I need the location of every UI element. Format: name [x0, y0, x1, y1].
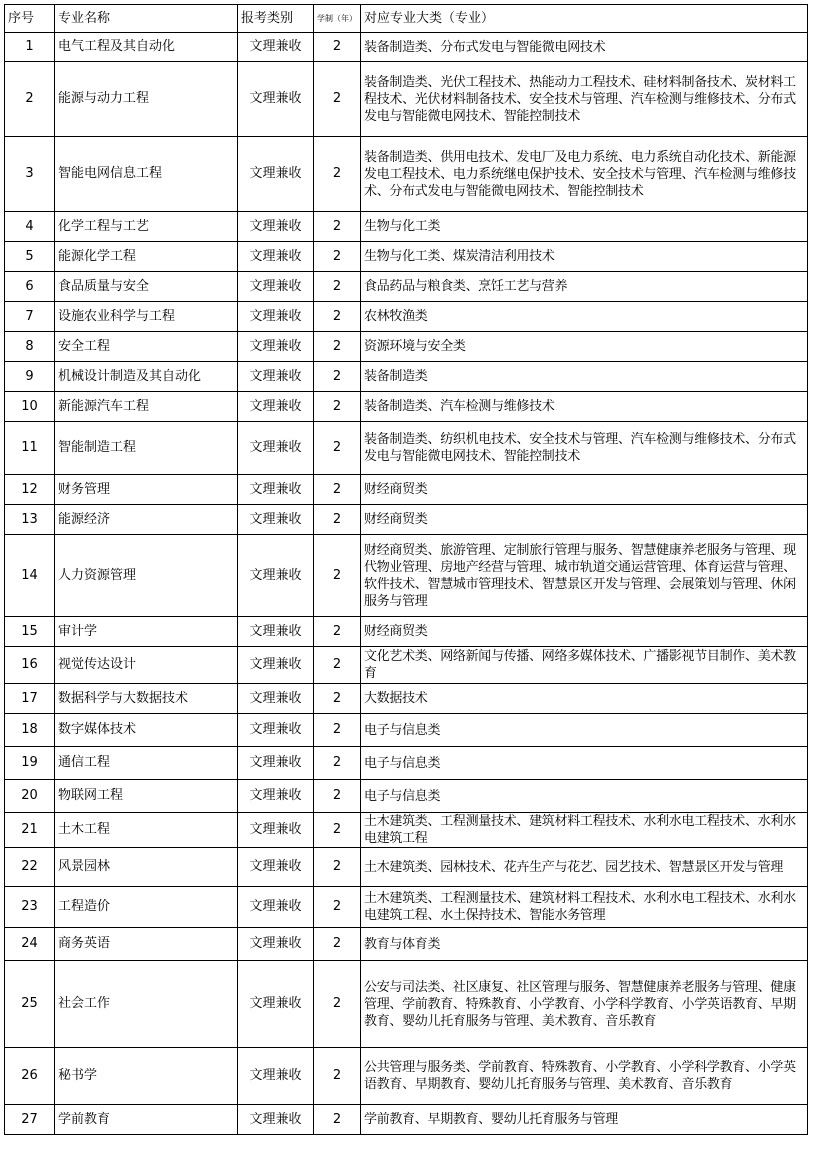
major-name: 物联网工程 [55, 780, 238, 813]
table-row [5, 780, 808, 813]
exam-category: 文理兼收 [238, 362, 314, 392]
major-name: 土木工程 [55, 813, 238, 848]
row-number: 21 [5, 813, 55, 848]
major-name: 人力资源管理 [55, 535, 238, 617]
study-years: 2 [314, 212, 361, 242]
corresponding-majors: 公安与司法类、社区康复、社区管理与服务、智慧健康养老服务与管理、健康管理、学前教育、特殊教育、小学教育、小学科学教育、小学英语教育、早期教育、婴幼儿托育服务与管理、美术教育、音乐教育 [361, 961, 808, 1048]
major-name: 数字媒体技术 [55, 714, 238, 747]
corresponding-majors: 装备制造类、光伏工程技术、热能动力工程技术、硅材料制备技术、炭材料工程技术、光伏材料制备技术、安全技术与管理、汽车检测与维修技术、分布式发电与智能微电网技术、智能控制技术 [361, 62, 808, 137]
corresponding-majors: 教育与体育类 [361, 928, 808, 961]
exam-category: 文理兼收 [238, 617, 314, 647]
exam-category: 文理兼收 [238, 848, 314, 887]
study-years: 2 [314, 928, 361, 961]
corresponding-majors: 资源环境与安全类 [361, 332, 808, 362]
table-row [5, 272, 808, 302]
table-row [5, 332, 808, 362]
corresponding-majors: 装备制造类、供用电技术、发电厂及电力系统、电力系统自动化技术、新能源发电工程技术、电力系统继电保护技术、安全技术与管理、汽车检测与维修技术、分布式发电与智能微电网技术、智能控制技术 [361, 137, 808, 212]
study-years: 2 [314, 617, 361, 647]
table-row [5, 212, 808, 242]
table-row [5, 302, 808, 332]
exam-category: 文理兼收 [238, 747, 314, 780]
major-name: 智能制造工程 [55, 422, 238, 475]
study-years: 2 [314, 242, 361, 272]
corresponding-majors: 土木建筑类、工程测量技术、建筑材料工程技术、水利水电工程技术、水利水电建筑工程、水土保持技术、智能水务管理 [361, 887, 808, 928]
study-years: 2 [314, 362, 361, 392]
table-row [5, 62, 808, 137]
exam-category: 文理兼收 [238, 62, 314, 137]
row-number: 18 [5, 714, 55, 747]
table-row [5, 535, 808, 617]
table-row [5, 475, 808, 505]
corresponding-majors: 装备制造类 [361, 362, 808, 392]
table-row [5, 887, 808, 928]
major-name: 通信工程 [55, 747, 238, 780]
row-number: 27 [5, 1105, 55, 1135]
exam-category: 文理兼收 [238, 813, 314, 848]
exam-category: 文理兼收 [238, 780, 314, 813]
exam-category: 文理兼收 [238, 505, 314, 535]
major-name: 能源经济 [55, 505, 238, 535]
major-name: 社会工作 [55, 961, 238, 1048]
study-years: 2 [314, 332, 361, 362]
study-years: 2 [314, 714, 361, 747]
exam-category: 文理兼收 [238, 928, 314, 961]
row-number: 22 [5, 848, 55, 887]
study-years: 2 [314, 272, 361, 302]
table-row [5, 137, 808, 212]
study-years: 2 [314, 747, 361, 780]
major-name: 智能电网信息工程 [55, 137, 238, 212]
study-years: 2 [314, 505, 361, 535]
row-number: 24 [5, 928, 55, 961]
exam-category: 文理兼收 [238, 392, 314, 422]
row-number: 11 [5, 422, 55, 475]
corresponding-majors: 农林牧渔类 [361, 302, 808, 332]
major-name: 学前教育 [55, 1105, 238, 1135]
study-years: 2 [314, 33, 361, 62]
row-number: 8 [5, 332, 55, 362]
corresponding-majors: 财经商贸类 [361, 505, 808, 535]
table-row [5, 848, 808, 887]
header-row [5, 5, 808, 33]
exam-category: 文理兼收 [238, 961, 314, 1048]
exam-category: 文理兼收 [238, 272, 314, 302]
major-name: 安全工程 [55, 332, 238, 362]
study-years: 2 [314, 647, 361, 684]
exam-category: 文理兼收 [238, 714, 314, 747]
table-row [5, 33, 808, 62]
row-number: 4 [5, 212, 55, 242]
row-number: 15 [5, 617, 55, 647]
corresponding-majors: 生物与化工类 [361, 212, 808, 242]
major-name: 新能源汽车工程 [55, 392, 238, 422]
major-name: 电气工程及其自动化 [55, 33, 238, 62]
major-name: 化学工程与工艺 [55, 212, 238, 242]
study-years: 2 [314, 1048, 361, 1105]
major-name: 审计学 [55, 617, 238, 647]
study-years: 2 [314, 848, 361, 887]
study-years: 2 [314, 780, 361, 813]
row-number: 19 [5, 747, 55, 780]
study-years: 2 [314, 535, 361, 617]
exam-category: 文理兼收 [238, 647, 314, 684]
study-years: 2 [314, 422, 361, 475]
study-years: 2 [314, 475, 361, 505]
table-row [5, 617, 808, 647]
corresponding-majors: 大数据技术 [361, 684, 808, 714]
major-name: 数据科学与大数据技术 [55, 684, 238, 714]
major-name: 视觉传达设计 [55, 647, 238, 684]
row-number: 23 [5, 887, 55, 928]
corresponding-majors: 电子与信息类 [361, 714, 808, 747]
row-number: 3 [5, 137, 55, 212]
row-number: 5 [5, 242, 55, 272]
header-mapping: 对应专业大类（专业） [361, 5, 808, 33]
exam-category: 文理兼收 [238, 212, 314, 242]
row-number: 16 [5, 647, 55, 684]
corresponding-majors: 学前教育、早期教育、婴幼儿托育服务与管理 [361, 1105, 808, 1135]
table-row [5, 684, 808, 714]
table-row [5, 1105, 808, 1135]
exam-category: 文理兼收 [238, 242, 314, 272]
header-type: 报考类别 [238, 5, 314, 33]
exam-category: 文理兼收 [238, 887, 314, 928]
corresponding-majors: 财经商贸类 [361, 475, 808, 505]
exam-category: 文理兼收 [238, 332, 314, 362]
header-no: 序号 [5, 5, 55, 33]
row-number: 1 [5, 33, 55, 62]
major-name: 秘书学 [55, 1048, 238, 1105]
study-years: 2 [314, 137, 361, 212]
table-row [5, 747, 808, 780]
corresponding-majors: 装备制造类、汽车检测与维修技术 [361, 392, 808, 422]
row-number: 17 [5, 684, 55, 714]
row-number: 26 [5, 1048, 55, 1105]
corresponding-majors: 土木建筑类、园林技术、花卉生产与花艺、园艺技术、智慧景区开发与管理 [361, 848, 808, 887]
corresponding-majors: 土木建筑类、工程测量技术、建筑材料工程技术、水利水电工程技术、水利水电建筑工程 [361, 813, 808, 848]
corresponding-majors: 文化艺术类、网络新闻与传播、网络多媒体技术、广播影视节目制作、美术教育 [361, 647, 808, 684]
corresponding-majors: 装备制造类、纺织机电技术、安全技术与管理、汽车检测与维修技术、分布式发电与智能微电网技术、智能控制技术 [361, 422, 808, 475]
corresponding-majors: 装备制造类、分布式发电与智能微电网技术 [361, 33, 808, 62]
table-row [5, 1048, 808, 1105]
major-name: 能源与动力工程 [55, 62, 238, 137]
corresponding-majors: 公共管理与服务类、学前教育、特殊教育、小学教育、小学科学教育、小学英语教育、早期教育、婴幼儿托育服务与管理、美术教育、音乐教育 [361, 1048, 808, 1105]
corresponding-majors: 财经商贸类、旅游管理、定制旅行管理与服务、智慧健康养老服务与管理、现代物业管理、房地产经营与管理、城市轨道交通运营管理、体育运营与管理、软件技术、智慧城市管理技术、智慧景区开发与管理、会展策划与管理、休闲服务与管理 [361, 535, 808, 617]
row-number: 10 [5, 392, 55, 422]
exam-category: 文理兼收 [238, 137, 314, 212]
row-number: 9 [5, 362, 55, 392]
study-years: 2 [314, 392, 361, 422]
row-number: 6 [5, 272, 55, 302]
header-name: 专业名称 [55, 5, 238, 33]
exam-category: 文理兼收 [238, 422, 314, 475]
table-row [5, 422, 808, 475]
study-years: 2 [314, 887, 361, 928]
major-name: 商务英语 [55, 928, 238, 961]
majors-table [4, 4, 808, 1135]
table-row [5, 647, 808, 684]
row-number: 12 [5, 475, 55, 505]
corresponding-majors: 生物与化工类、煤炭清洁利用技术 [361, 242, 808, 272]
table-row [5, 928, 808, 961]
study-years: 2 [314, 1105, 361, 1135]
row-number: 25 [5, 961, 55, 1048]
corresponding-majors: 食品药品与粮食类、烹饪工艺与营养 [361, 272, 808, 302]
major-name: 能源化学工程 [55, 242, 238, 272]
study-years: 2 [314, 302, 361, 332]
major-name: 风景园林 [55, 848, 238, 887]
corresponding-majors: 财经商贸类 [361, 617, 808, 647]
table-row [5, 714, 808, 747]
study-years: 2 [314, 684, 361, 714]
row-number: 13 [5, 505, 55, 535]
exam-category: 文理兼收 [238, 535, 314, 617]
major-name: 财务管理 [55, 475, 238, 505]
study-years: 2 [314, 813, 361, 848]
exam-category: 文理兼收 [238, 33, 314, 62]
study-years: 2 [314, 961, 361, 1048]
corresponding-majors: 电子与信息类 [361, 780, 808, 813]
exam-category: 文理兼收 [238, 475, 314, 505]
row-number: 14 [5, 535, 55, 617]
major-name: 设施农业科学与工程 [55, 302, 238, 332]
exam-category: 文理兼收 [238, 684, 314, 714]
table-row [5, 392, 808, 422]
table-row [5, 242, 808, 272]
row-number: 2 [5, 62, 55, 137]
major-name: 机械设计制造及其自动化 [55, 362, 238, 392]
table-row [5, 961, 808, 1048]
exam-category: 文理兼收 [238, 302, 314, 332]
table-row [5, 813, 808, 848]
row-number: 7 [5, 302, 55, 332]
major-name: 工程造价 [55, 887, 238, 928]
exam-category: 文理兼收 [238, 1105, 314, 1135]
header-years: 学制（年） [314, 5, 361, 33]
table-row [5, 362, 808, 392]
study-years: 2 [314, 62, 361, 137]
row-number: 20 [5, 780, 55, 813]
exam-category: 文理兼收 [238, 1048, 314, 1105]
table-row [5, 505, 808, 535]
major-name: 食品质量与安全 [55, 272, 238, 302]
corresponding-majors: 电子与信息类 [361, 747, 808, 780]
